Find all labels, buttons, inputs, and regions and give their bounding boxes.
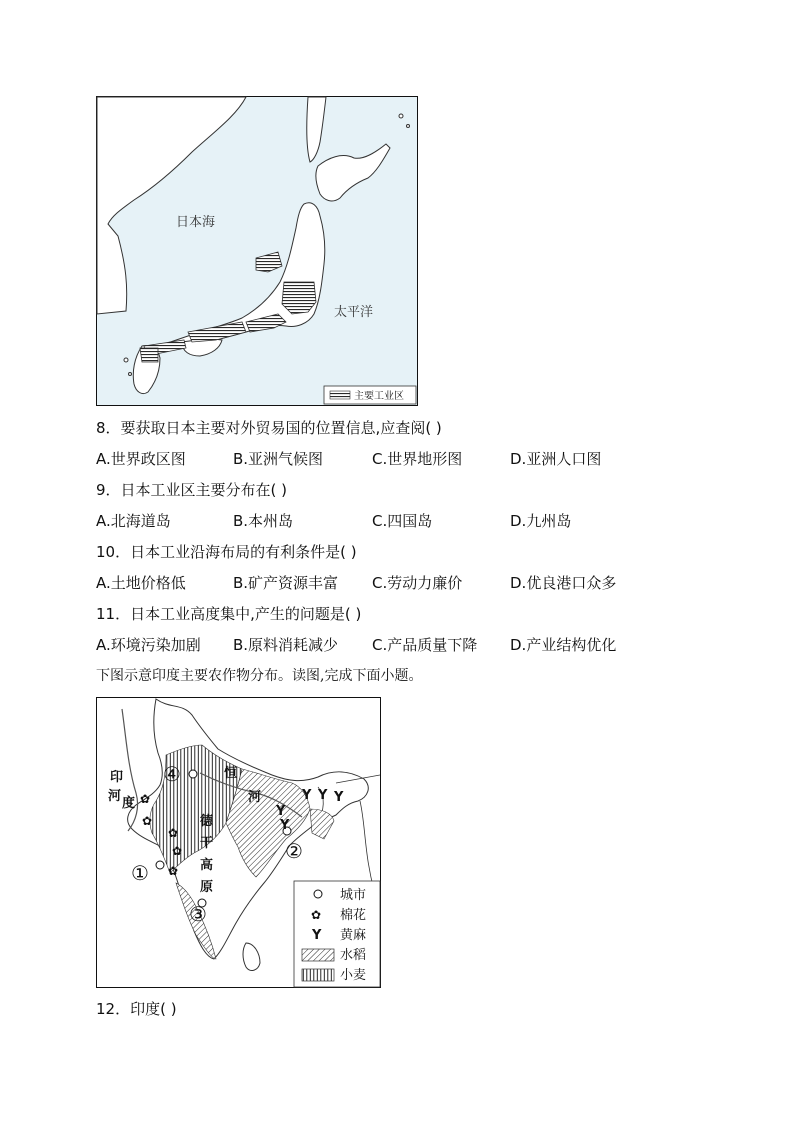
marker-label-2: ②: [285, 839, 303, 863]
india-crop-map: [96, 697, 381, 988]
question-8-stem: 8．要获取日本主要对外贸易国的位置信息,应查阅( ): [96, 419, 442, 437]
wheat-legend-swatch: [302, 969, 334, 981]
question-11-option-d[interactable]: D.产业结构优化: [510, 636, 617, 654]
deccan-label-2: 干: [200, 836, 214, 851]
question-10-option-c[interactable]: C.劳动力廉价: [372, 574, 463, 592]
rice-legend-swatch: [302, 949, 334, 961]
question-8-option-b[interactable]: B.亚洲气候图: [233, 450, 324, 468]
question-11-stem: 11．日本工业高度集中,产生的问题是( ): [96, 605, 362, 623]
industrial-zone-swatch: [330, 391, 350, 399]
question-11-option-a[interactable]: A.环境污染加剧: [96, 636, 201, 654]
ganges-label-1: 恒: [224, 766, 238, 781]
india-intro-text: 下图示意印度主要农作物分布。读图,完成下面小题。: [96, 668, 423, 684]
legend-wheat-label: 小麦: [340, 968, 367, 983]
legend-cotton-label: 棉花: [340, 908, 367, 923]
jute-icon: Υ: [276, 804, 286, 819]
legend-rice-label: 水稻: [340, 948, 367, 963]
city-marker-4: [189, 770, 197, 778]
deccan-label-4: 原: [200, 880, 214, 895]
cotton-icon: ✿: [168, 864, 179, 878]
industrial-zone-kitakyushu: [140, 348, 158, 362]
marker-label-4: ④: [163, 762, 181, 786]
cotton-icon: ✿: [168, 826, 179, 840]
legend-city-label: 城市: [340, 888, 367, 903]
question-9-stem: 9．日本工业区主要分布在( ): [96, 481, 288, 499]
label-pacific-ocean: 太平洋: [334, 305, 374, 320]
city-marker-1: [156, 861, 164, 869]
indus-label-3: 河: [108, 789, 122, 804]
question-11-option-b[interactable]: B.原料消耗减少: [233, 636, 339, 654]
islet: [129, 373, 132, 376]
label-sea-of-japan: 日本海: [176, 215, 216, 230]
question-10-option-d[interactable]: D.优良港口众多: [510, 574, 617, 592]
question-9-option-a[interactable]: A.北海道岛: [96, 512, 171, 530]
question-10-stem: 10．日本工业沿海布局的有利条件是( ): [96, 543, 357, 561]
ganges-label-2: 河: [248, 790, 262, 805]
marker-label-3: ③: [189, 902, 207, 926]
legend-industrial-label: 主要工业区: [354, 391, 404, 402]
deccan-label-3: 高: [200, 858, 214, 873]
question-11-option-c[interactable]: C.产品质量下降: [372, 636, 478, 654]
question-12-stem: 12．印度( ): [96, 1000, 177, 1018]
question-10-option-b[interactable]: B.矿产资源丰富: [233, 574, 339, 592]
kuril-island: [407, 125, 410, 128]
question-8-option-c[interactable]: C.世界地形图: [372, 450, 463, 468]
question-9-option-c[interactable]: C.四国岛: [372, 512, 433, 530]
jute-icon: Υ: [318, 788, 328, 803]
marker-label-1: ①: [131, 861, 149, 885]
legend-jute-label: 黄麻: [340, 928, 367, 943]
question-10-option-a[interactable]: A.土地价格低: [96, 574, 186, 592]
question-9-option-d[interactable]: D.九州岛: [510, 512, 572, 530]
deccan-label-1: 德: [200, 814, 214, 829]
jute-icon: Υ: [334, 790, 344, 805]
cotton-icon: ✿: [142, 814, 153, 828]
cotton-icon: ✿: [140, 792, 151, 806]
jute-legend-icon: Υ: [312, 928, 322, 943]
jute-icon: Υ: [302, 788, 312, 803]
indus-label-2: 度: [122, 796, 136, 811]
indus-label-1: 印: [110, 770, 124, 785]
question-9-option-b[interactable]: B.本州岛: [233, 512, 294, 530]
cotton-icon: ✿: [172, 844, 183, 858]
question-8-option-a[interactable]: A.世界政区图: [96, 450, 186, 468]
japan-industrial-map: [96, 96, 418, 406]
islet: [124, 358, 128, 362]
cotton-legend-icon: ✿: [311, 908, 322, 922]
jute-icon: Υ: [280, 818, 290, 833]
kuril-island: [399, 114, 403, 118]
city-legend-icon: [314, 890, 322, 898]
question-8-option-d[interactable]: D.亚洲人口图: [510, 450, 602, 468]
